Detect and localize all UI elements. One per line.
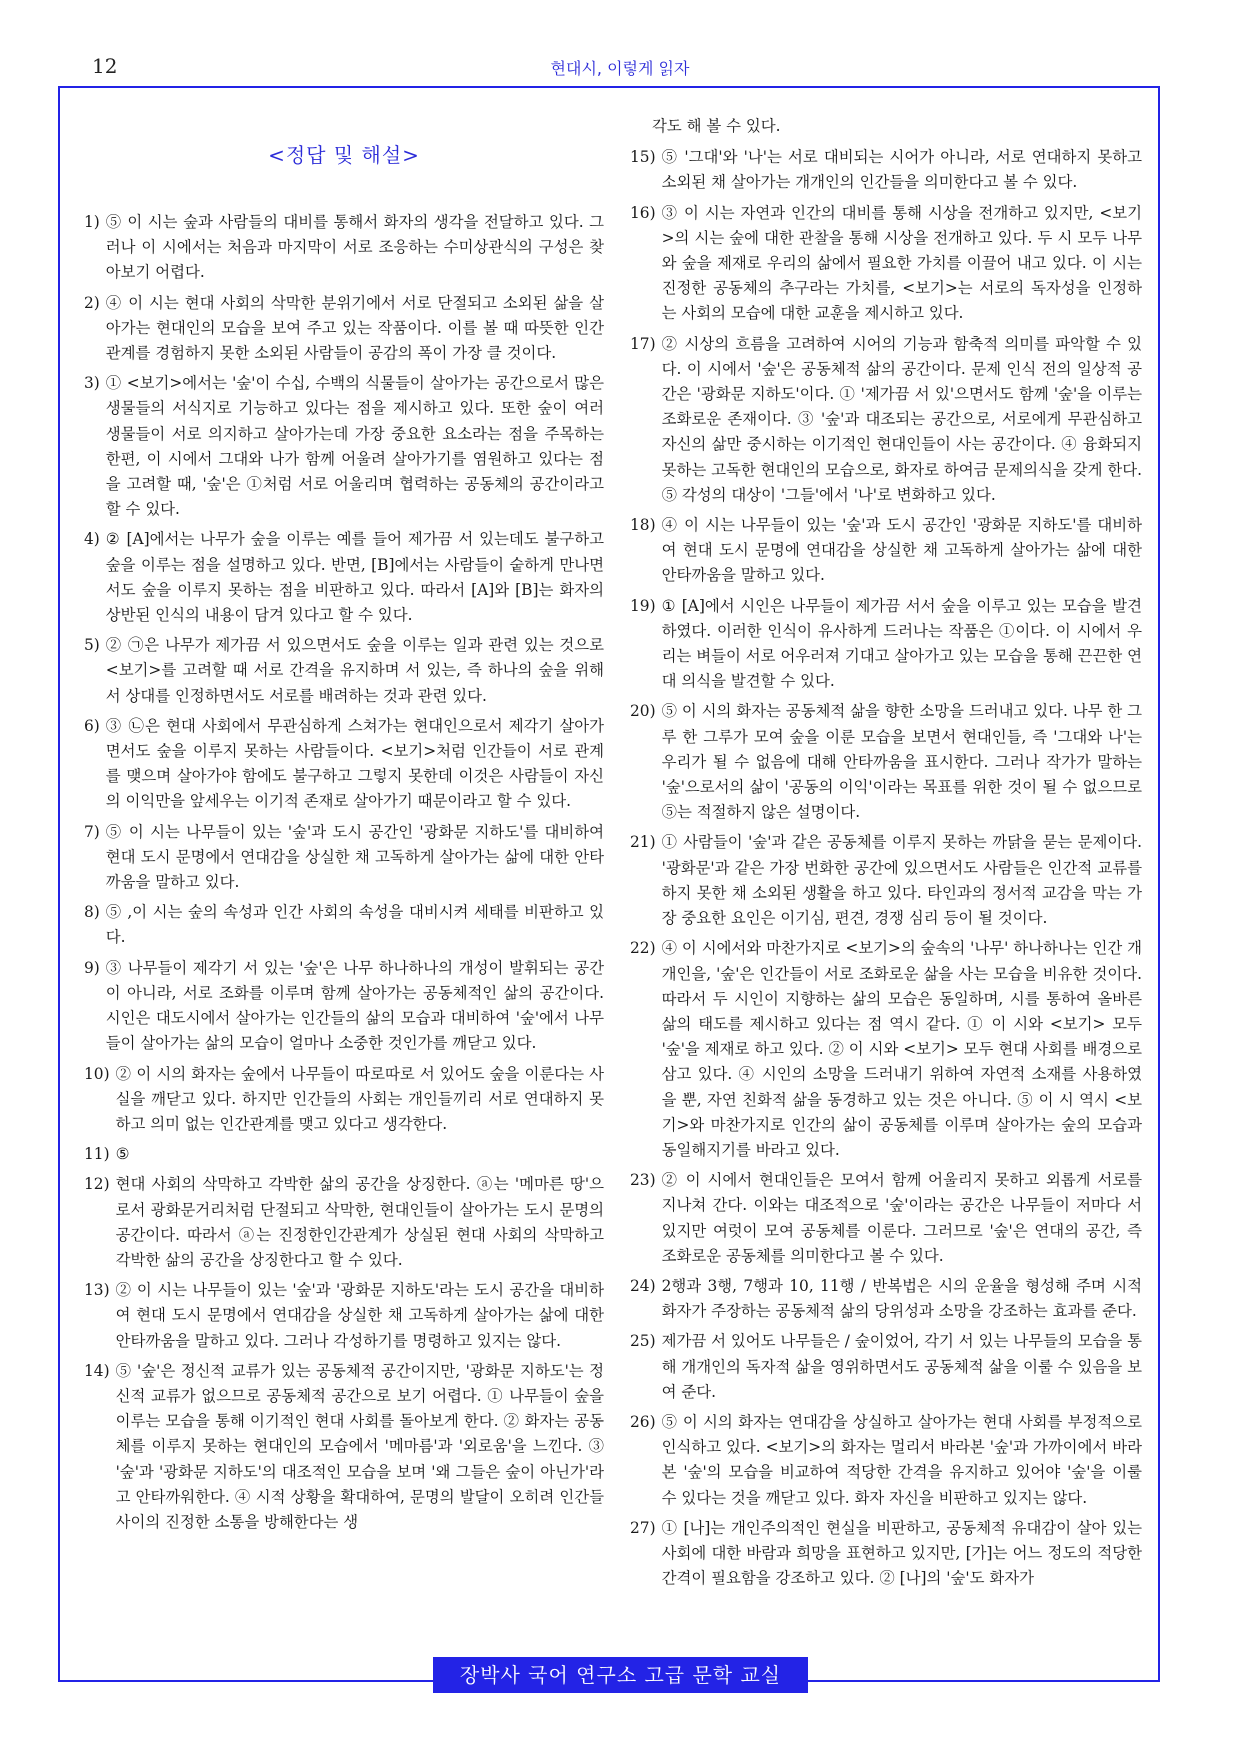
answer-item — [630, 332, 1142, 508]
answer-number: 17) — [630, 334, 656, 353]
answer-number: 12) — [84, 1175, 110, 1194]
answer-item — [84, 956, 604, 1057]
answer-number: 14) — [84, 1361, 110, 1380]
answer-number: 26) — [630, 1412, 656, 1431]
running-title: 현대시, 이렇게 읽자 — [550, 59, 690, 78]
answer-text: ③ ㉡은 현대 사회에서 무관심하게 스쳐가는 현대인으로서 제각기 살아가면서도 숲을 이루지 못하는 사람들이다. <보기>처럼 인간들이 서로 관계를 맺으며 살아가야 함에도 불구하고 그렇지 못한데 이것은 사람들이 자신의 이익만을 앞세우는 이기적 존재로 살아가기 때문이라고 할 수 있다. — [105, 716, 604, 811]
right-column — [630, 114, 1142, 1596]
answer-text: ② 시상의 흐름을 고려하여 시어의 기능과 함축적 의미를 파악할 수 있다. 이 시에서 '숲'은 공동체적 삶의 공간이다. 문제 인식 전의 일상적 공간은 '광화문 지하도'이다. ① '제가끔 서 있'으면서도 함께 '숲'을 이루는 조화로운 존재이다. ③ '숲'과 대조되는 공간으로, 서로에게 무관심하고 자신의 삶만 중시하는 이기적인 현대인들이 사는 공간이다. ④ 융화되지 못하는 고독한 현대인의 모습으로, 화자로 하여금 문제의식을 갖게 한다. ⑤ 각성의 대상이 '그들'에서 '나'로 변화하고 있다. — [661, 334, 1142, 504]
answer-item — [630, 699, 1142, 825]
answer-item — [84, 1278, 604, 1354]
continuation-text: 각도 해 볼 수 있다. — [652, 117, 781, 135]
answer-text: ⑤ '그대'와 '나'는 서로 대비되는 시어가 아니라, 서로 연대하지 못하고 소외된 채 살아가는 개개인의 인간들을 의미한다고 볼 수 있다. — [661, 148, 1142, 192]
answer-number: 11) — [84, 1145, 110, 1164]
answer-item — [84, 1142, 604, 1167]
answer-item — [630, 145, 1142, 195]
answer-item — [84, 1062, 604, 1138]
answer-item — [84, 633, 604, 709]
answer-number: 7) — [84, 822, 100, 841]
answer-number: 1) — [84, 213, 100, 231]
answer-item — [630, 1168, 1142, 1269]
answer-text: ② 이 시에서 현대인들은 모여서 함께 어울리지 못하고 외롭게 서로를 지나쳐 간다. 이와는 대조적으로 '숲'이라는 공간은 나무들이 저마다 서 있지만 여럿이 모여 공동체를 이룬다. 그러므로 '숲'은 연대의 공간, 즉 조화로운 공동체를 의미한다고 볼 수 있다. — [661, 1171, 1142, 1265]
answer-text: ④ 이 시는 현대 사회의 삭막한 분위기에서 서로 단절되고 소외된 삶을 살아가는 현대인의 모습을 보여 주고 있는 작품이다. 이를 볼 때 따뜻한 인간관계를 경험하지 못한 소외된 사람들이 공감의 폭이 가장 클 것이다. — [105, 293, 604, 363]
page-number: 12 — [92, 54, 118, 78]
answer-number: 5) — [84, 636, 100, 655]
answer-number: 23) — [630, 1171, 656, 1190]
left-column — [84, 142, 604, 1540]
answer-number: 22) — [630, 939, 656, 958]
answer-number: 25) — [630, 1332, 656, 1351]
answer-number: 19) — [630, 596, 656, 615]
answer-text: 2행과 3행, 7행과 10, 11행 / 반복법은 시의 운율을 형성해 주며 시적 화자가 주장하는 공동체적 삶의 당위성과 소망을 강조하는 효과를 준다. — [661, 1276, 1142, 1321]
answer-text: ② ㉠은 나무가 제가끔 서 있으면서도 숲을 이루는 일과 관련 있는 것으로 <보기>를 고려할 때 서로 간격을 유지하며 서 있는, 즉 하나의 숲을 위해서 상대를 인정하면서도 서로를 배려하는 것과 관련 있다. — [105, 636, 604, 705]
answer-text: ① [A]에서 시인은 나무들이 제가끔 서서 숲을 이루고 있는 모습을 발견하였다. 이러한 인식이 유사하게 드러나는 작품은 ①이다. 이 시에서 우리는 벼들이 서로 어우러져 기대고 살아가고 있는 모습을 통해 끈끈한 연대 의식을 발견할 수 있다. — [661, 596, 1142, 691]
answer-number: 10) — [84, 1064, 110, 1083]
answer-item — [84, 210, 604, 286]
answer-text: 현대 사회의 삭막하고 각박한 삶의 공간을 상징한다. ⓐ는 '메마른 땅'으로서 광화문거리처럼 단절되고 삭막한, 현대인들이 살아가는 도시 문명의 공간이다. 따라서 ⓐ는 진정한인간관계가 상실된 현대 사회의 삭막하고 각박한 삶의 공간을 상징한다고 할 수 있다. — [115, 1175, 604, 1269]
answer-item — [84, 291, 604, 367]
answer-text: ② 이 시는 나무들이 있는 '숲'과 '광화문 지하도'라는 도시 공간을 대비하여 현대 도시 문명에서 연대감을 상실한 채 고독하게 살아가는 삶에 대한 안타까움을 말하고 있다. 그러나 각성하기를 명령하고 있지는 않다. — [115, 1281, 604, 1350]
answer-text: ③ 나무들이 제각기 서 있는 '숲'은 나무 하나하나의 개성이 발휘되는 공간이 아니라, 서로 조화를 이루며 함께 살아가는 공동체적인 삶의 공간이다. 시인은 대도시에서 살아가는 인간들의 삶의 모습과 대비하여 '숲'에서 나무들이 살아가는 삶의 모습이 얼마나 소중한 것인가를 깨닫고 있다. — [105, 958, 604, 1053]
answer-item — [630, 1274, 1142, 1324]
answer-item — [630, 1329, 1142, 1405]
answer-number: 16) — [630, 203, 656, 222]
section-heading: <정답 및 해설> — [268, 143, 420, 167]
answer-number: 8) — [84, 903, 100, 922]
answer-item — [630, 513, 1142, 589]
answer-text: ④ 이 시는 나무들이 있는 '숲'과 도시 공간인 '광화문 지하도'를 대비하여 현대 도시 문명에 연대감을 상실한 채 고독하게 살아가는 삶에 대한 안타까움을 말하고 있다. — [661, 516, 1142, 585]
answer-item — [630, 1410, 1142, 1511]
answer-text: ① <보기>에서는 '숲'이 수십, 수백의 식물들이 살아가는 공간으로서 많은 생물들의 서식지로 기능하고 있다는 점을 제시하고 있다. 또한 숲이 여러 생물들이 서로 의지하고 살아가는데 가장 중요한 요소라는 점을 주목하는 한편, 이 시에서 그대와 나가 함께 어울려 살아가기를 염원하고 있다는 점을 고려할 때, '숲'은 ①처럼 서로 어울리며 협력하는 공동체의 공간이라고 할 수 있다. — [105, 374, 604, 519]
answer-number: 9) — [84, 958, 100, 977]
answer-item — [84, 714, 604, 815]
answer-text: ⑤ '숲'은 정신적 교류가 있는 공동체적 공간이지만, '광화문 지하도'는 정신적 교류가 없으므로 공동체적 공간으로 보기 어렵다. ① 나무들이 숲을 이루는 모습을 통해 이기적인 현대 사회를 돌아보게 한다. ② 화자는 공동체를 이루지 못하는 현대인의 모습에서 '메마름'과 '외로움'을 느낀다. ③ '숲'과 '광화문 지하도'의 대조적인 모습을 보며 '왜 그들은 숲이 아닌가'라고 안타까워한다. ④ 시적 상황을 확대하여, 문명의 발달이 오히려 인간들 사이의 진정한 소통을 방해한다는 생 — [115, 1361, 604, 1531]
answer-number: 18) — [630, 516, 656, 535]
answer-number: 4) — [84, 530, 100, 549]
right-answer-list — [630, 145, 1142, 1591]
left-answer-list — [84, 210, 604, 1535]
answer-item — [630, 830, 1142, 931]
answer-number: 2) — [84, 293, 100, 312]
footer-banner: 장박사 국어 연구소 고급 문학 교실 — [433, 1657, 808, 1693]
answer-number: 21) — [630, 833, 656, 852]
answer-text: ① [나]는 개인주의적인 현실을 비판하고, 공동체적 유대감이 살아 있는 사회에 대한 바람과 희망을 표현하고 있지만, [가]는 어느 정도의 적당한 간격이 필요함을 강조하고 있다. ② [나]의 '숲'도 화자가 — [661, 1518, 1142, 1588]
answer-text: ⑤ — [115, 1145, 130, 1164]
answer-number: 3) — [84, 374, 100, 393]
answer-item — [84, 900, 604, 950]
answer-text: ⑤ 이 시의 화자는 연대감을 상실하고 살아가는 현대 사회를 부정적으로 인식하고 있다. <보기>의 화자는 멀리서 바라본 '숲'과 가까이에서 바라본 '숲'의 모습을 비교하여 적당한 간격을 유지하고 있어야 '숲'을 이룰 수 있다는 것을 깨닫고 있다. 화자 자신을 비판하고 있지는 않다. — [661, 1412, 1142, 1507]
answer-item — [84, 371, 604, 522]
answer-item — [84, 820, 604, 896]
answer-number: 13) — [84, 1281, 110, 1300]
answer-number: 24) — [630, 1276, 656, 1295]
answer-item — [84, 527, 604, 628]
answer-text: ⑤ 이 시는 나무들이 있는 '숲'과 도시 공간인 '광화문 지하도'를 대비하여 현대 도시 문명에서 연대감을 상실한 채 고독하게 살아가는 삶에 대한 안타까움을 말하고 있다. — [105, 822, 604, 892]
answer-text: 제가끔 서 있어도 나무들은 / 숲이었어, 각기 서 있는 나무들의 모습을 통해 개개인의 독자적 삶을 영위하면서도 공동체적 삶을 이룰 수 있음을 보여 준다. — [661, 1332, 1142, 1401]
answer-text: ② 이 시의 화자는 숲에서 나무들이 따로따로 서 있어도 숲을 이룬다는 사실을 깨닫고 있다. 하지만 인간들의 사회는 개인들끼리 서로 연대하지 못하고 의미 없는 인간관계를 맺고 있다고 생각한다. — [115, 1064, 604, 1133]
answer-item — [84, 1172, 604, 1273]
answer-number: 27) — [630, 1518, 656, 1537]
answer-text: ⑤ ,이 시는 숲의 속성과 인간 사회의 속성을 대비시켜 세태를 비판하고 있다. — [105, 903, 604, 947]
answer-item — [630, 936, 1142, 1163]
answer-text: ① 사람들이 '숲'과 같은 공동체를 이루지 못하는 까닭을 묻는 문제이다. '광화문'과 같은 가장 번화한 공간에 있으면서도 사람들은 인간적 교류를 하지 못한 채 소외된 생활을 하고 있다. 타인과의 정서적 교감을 막는 가장 중요한 요인은 이기심, 편견, 경쟁 심리 등이 될 것이다. — [661, 833, 1142, 928]
answer-item — [84, 1359, 604, 1535]
answer-number: 6) — [84, 716, 100, 735]
answer-text: ⑤ 이 시의 화자는 공동체적 삶을 향한 소망을 드러내고 있다. 나무 한 그루 한 그루가 모여 숲을 이룬 모습을 보면서 현대인들, 즉 '그대와 나'는 우리가 될 수 없음에 대해 안타까움을 표시한다. 그러나 작가가 말하는 '숲'으로서의 삶이 '공동의 이익'이라는 목표를 위한 것이 될 수 없으므로 ⑤는 적절하지 않은 설명이다. — [661, 702, 1143, 822]
answer-item — [630, 1516, 1142, 1592]
answer-text: ③ 이 시는 자연과 인간의 대비를 통해 시상을 전개하고 있지만, <보기>의 시는 숲에 대한 관찰을 통해 시상을 전개하고 있다. 두 시 모두 나무와 숲을 제재로 우리의 삶에서 필요한 가치를 이끌어 내고 있다. 이 시는 진정한 공동체의 추구라는 가치를, <보기>는 서로의 독자성을 인정하는 사회의 모습에 대한 교훈을 제시하고 있다. — [661, 203, 1142, 323]
answer-text: ④ 이 시에서와 마찬가지로 <보기>의 숲속의 '나무' 하나하나는 인간 개개인을, '숲'은 인간들이 서로 조화로운 삶을 사는 모습을 비유한 것이다. 따라서 두 시인이 지향하는 삶의 모습은 동일하며, 시를 통하여 올바른 삶의 태도를 제시하고 있다는 점 역시 같다. ① 이 시와 <보기> 모두 '숲'을 제재로 하고 있다. ② 이 시와 <보기> 모두 현대 사회를 배경으로 삼고 있다. ④ 시인의 소망을 드러내기 위하여 자연적 소재를 사용하였을 뿐, 자연 친화적 삶을 동경하고 있는 것은 아니다. ⑤ 이 시 역시 <보기>와 마찬가지로 인간의 삶이 공동체를 이루며 살아가는 숲의 모습과 동일해지기를 바라고 있다. — [661, 939, 1142, 1159]
answer-number: 15) — [630, 148, 656, 167]
answer-number: 20) — [630, 702, 656, 721]
answer-item — [630, 594, 1142, 695]
answer-item — [630, 201, 1142, 327]
answer-text: ② [A]에서는 나무가 숲을 이루는 예를 들어 제가끔 서 있는데도 불구하고 숲을 이루는 점을 설명하고 있다. 반면, [B]에서는 사람들이 숱하게 만나면서도 숲을 이루지 못하는 점을 비판하고 있다. 따라서 [A]와 [B]는 화자의 상반된 인식의 내용이 담겨 있다고 할 수 있다. — [105, 530, 604, 625]
answer-text: ⑤ 이 시는 숲과 사람들의 대비를 통해서 화자의 생각을 전달하고 있다. 그러나 이 시에서는 처음과 마지막이 서로 조응하는 수미상관식의 구성은 찾아보기 어렵다. — [105, 213, 604, 282]
